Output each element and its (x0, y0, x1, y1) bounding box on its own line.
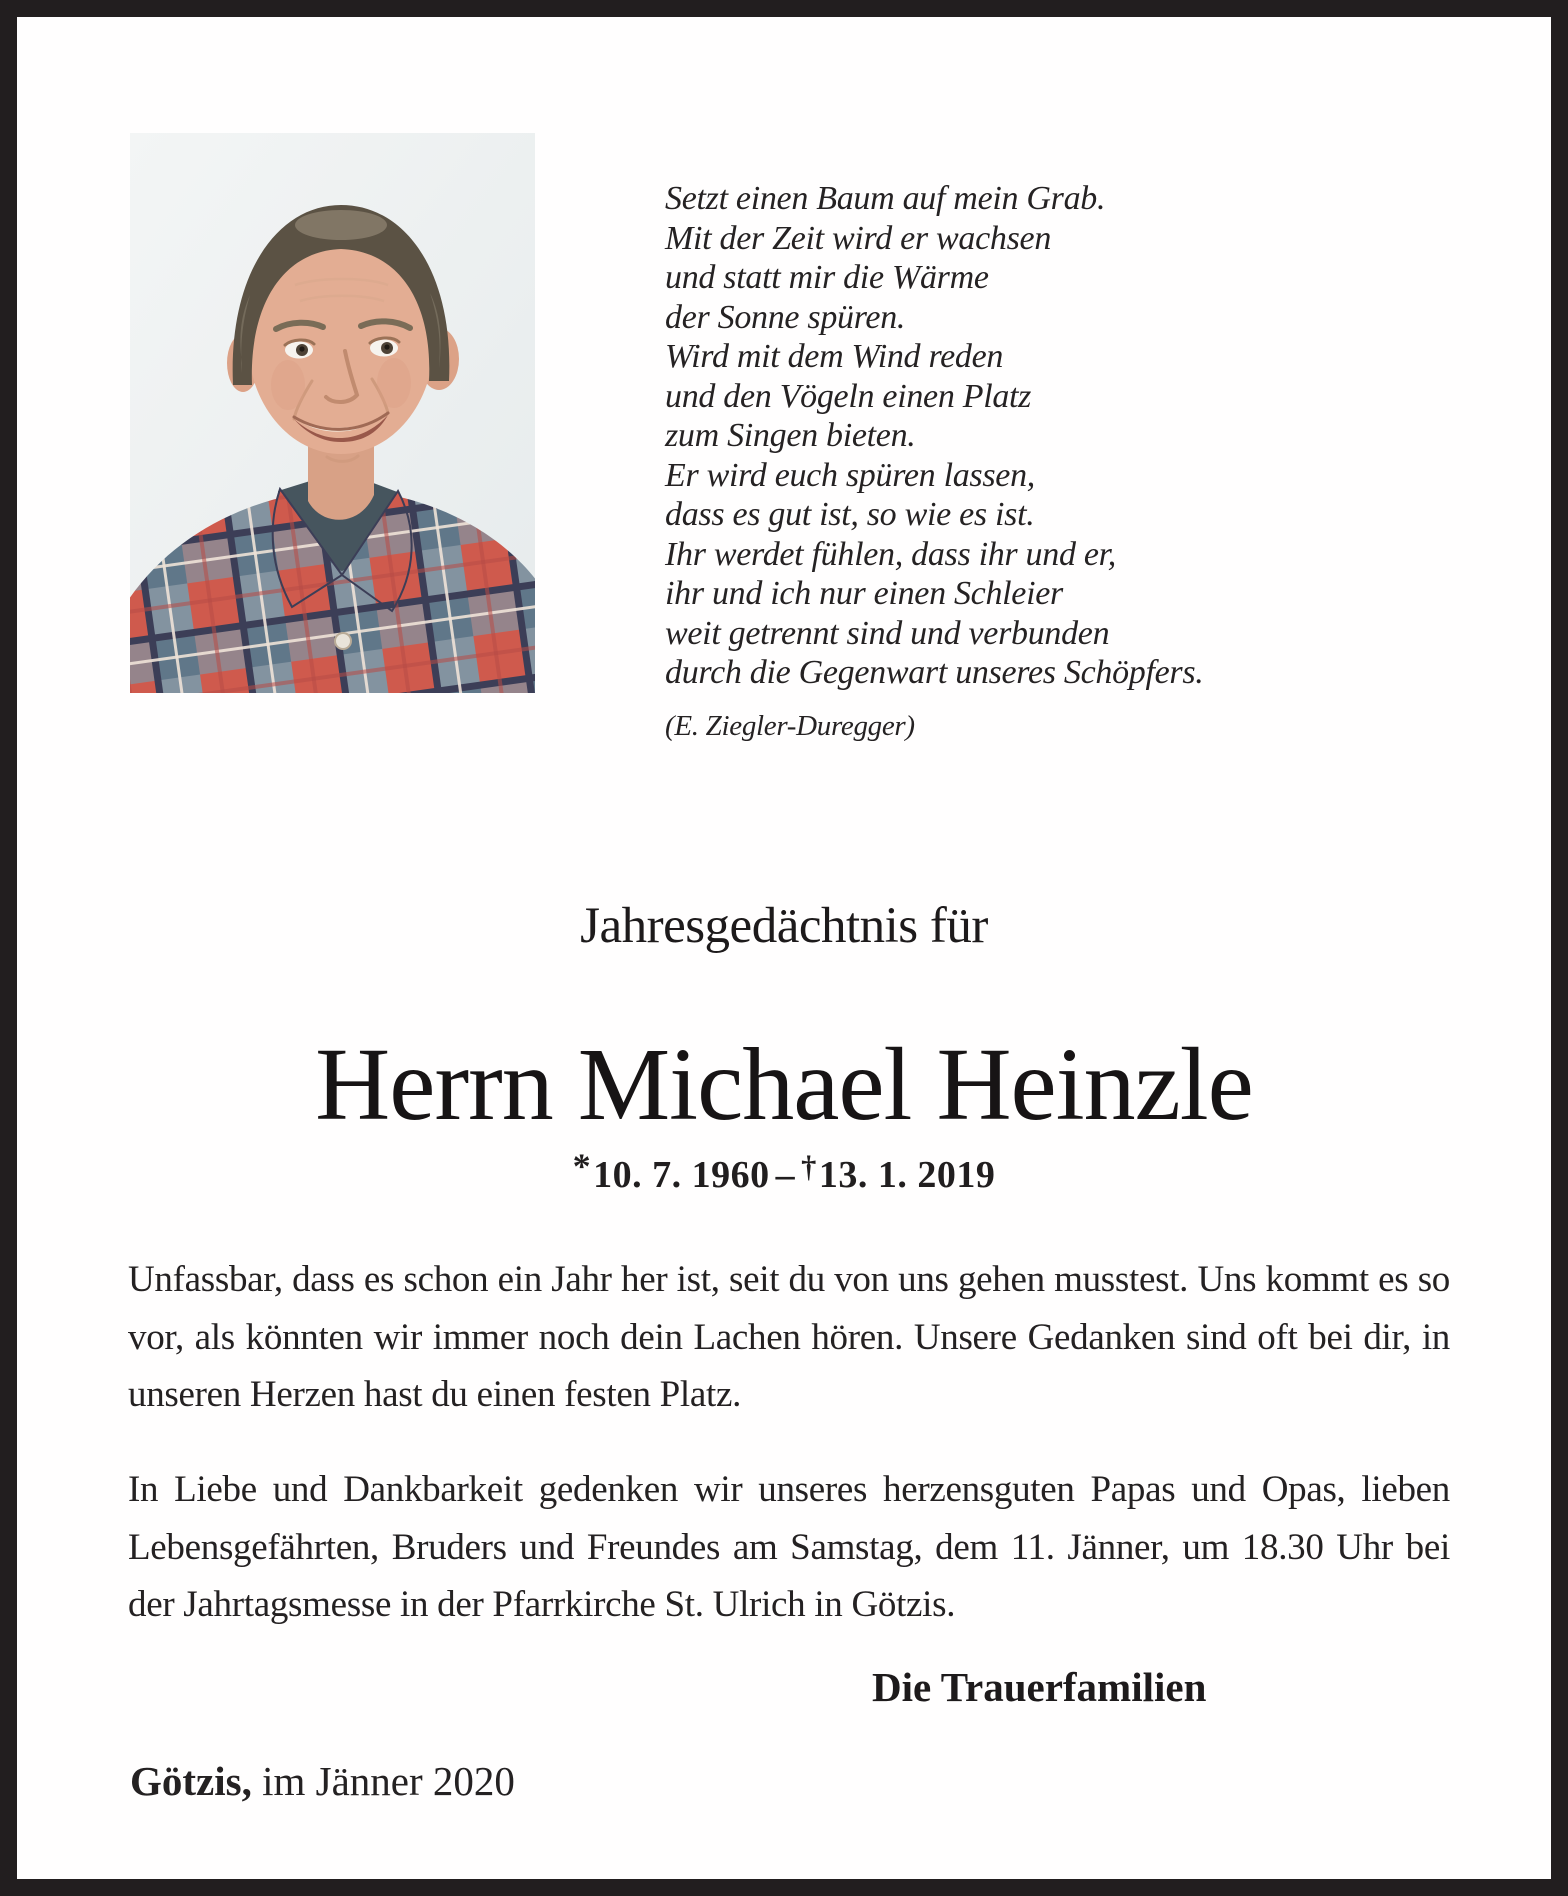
poem-line: Ihr werdet fühlen, dass ihr und er, (665, 535, 1117, 573)
poem-line: und den Vögeln einen Platz (665, 377, 1032, 415)
balding-crown (295, 210, 387, 240)
birth-date: 10. 7. 1960 (593, 1154, 770, 1196)
poem-line: und statt mir die Wärme (665, 259, 989, 296)
poem-line: ihr und ich nur einen Schleier (665, 575, 1063, 612)
poem (665, 179, 1204, 746)
dates-separator: – (775, 1154, 796, 1196)
deceased-name: Herrn Michael Heinzle (315, 1027, 1253, 1142)
poem-line: dass es gut ist, so wie es ist. (665, 496, 1035, 533)
date-text: im Jänner 2020 (262, 1758, 515, 1804)
poem-line: Mit der Zeit wird er wachsen (665, 219, 1052, 257)
shirt-button (335, 633, 351, 649)
memorial-paragraph: Unfassbar, dass es schon ein Jahr her ist, seit du von uns gehen musstest. Uns kommt es so vor, als könnten wir immer noch dein Lachen hören. Unsere Gedanken sind oft bei dir, in unseren Herzen hast du einen festen Platz. (128, 1259, 1450, 1415)
poem-attribution: (E. Ziegler-Duregger) (665, 709, 915, 742)
poem-line: zum Singen bieten. (665, 417, 916, 454)
death-date: 13. 1. 2019 (818, 1154, 996, 1196)
mourning-families-signoff: Die Trauerfamilien (872, 1664, 1207, 1710)
poem-line: Wird mit dem Wind reden (665, 338, 1004, 375)
poem-line: weit getrennt sind und verbunden (665, 614, 1110, 652)
poem-line: Setzt einen Baum auf mein Grab. (665, 180, 1106, 217)
life-dates (17, 1146, 1551, 1199)
place-name: Götzis, (130, 1758, 252, 1804)
death-cross-icon: † (801, 1150, 817, 1184)
invitation-paragraph: In Liebe und Dankbarkeit gedenken wir unseres herzensguten Papas und Opas, lieben Lebensgefährten, Bruders und Freundes am Samstag, dem 11. Jänner, um 18.30 Uhr bei der Jahrtagsmesse in der Pfarrkirche St. Ulrich in Götzis. (128, 1469, 1450, 1625)
poem-line: Er wird euch spüren lassen, (665, 456, 1035, 494)
place-date-line (130, 1757, 515, 1806)
portrait-photo (130, 133, 535, 693)
birth-star-icon: * (572, 1146, 592, 1186)
poem-line: durch die Gegenwart unseres Schöpfers. (665, 654, 1204, 691)
card-content (17, 17, 1551, 1879)
occasion-title: Jahresgedächtnis für (580, 898, 988, 954)
poem-line: der Sonne spüren. (665, 298, 906, 336)
